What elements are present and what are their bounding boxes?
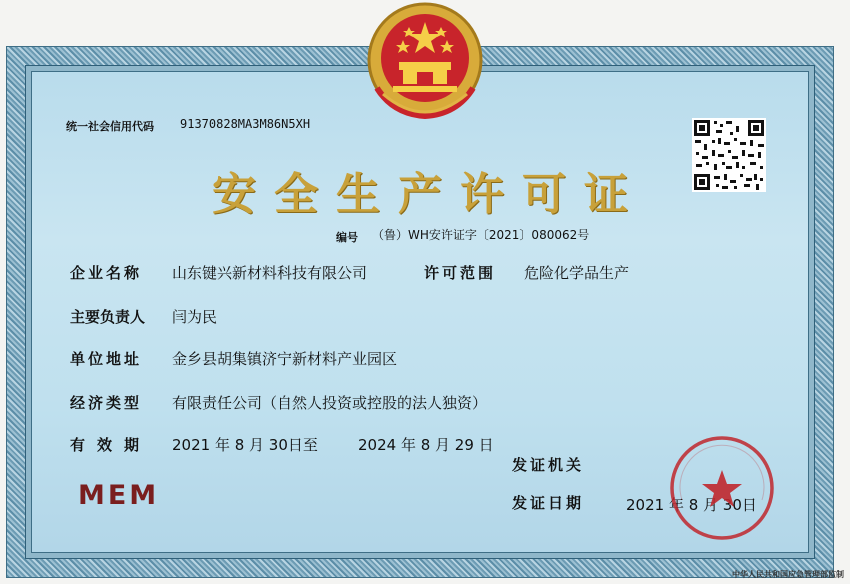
issue-date-value: 2021 年 8 月 30日: [626, 496, 757, 514]
scope-value: 危险化学品生产: [524, 264, 630, 282]
validity-to: 2024 年 8 月 29 日: [358, 436, 494, 454]
issuer-label: 发证机关: [512, 456, 585, 474]
certificate-title: 安全生产许可证: [212, 169, 646, 220]
validity-from: 2021 年 8 月 30日至: [172, 436, 318, 454]
validity-label: 有效期: [70, 436, 152, 454]
mem-logo: MEM: [78, 480, 160, 511]
company-value: 山东键兴新材料科技有限公司: [172, 264, 368, 282]
footer-supervisor-text: 中华人民共和国应急管理部监制: [732, 570, 844, 579]
national-emblem-icon: [363, 2, 487, 126]
credit-code-label: 统一社会信用代码: [66, 120, 154, 133]
scope-label: 许可范围: [424, 264, 497, 282]
economic-type-value: 有限责任公司（自然人投资或控股的法人独资）: [172, 394, 488, 412]
principal-label: 主要负责人: [70, 308, 146, 326]
qr-code-icon: [692, 118, 766, 192]
economic-type-label: 经济类型: [70, 394, 143, 412]
number-label: 编号: [336, 231, 358, 244]
certificate-number: （鲁）WH安许证字〔2021〕080062号: [372, 228, 590, 242]
principal-value: 闫为民: [172, 308, 218, 326]
issue-date-label: 发证日期: [512, 494, 585, 512]
credit-code-value: 91370828MA3M86N5XH: [180, 117, 311, 131]
address-label: 单位地址: [70, 350, 143, 368]
address-value: 金乡县胡集镇济宁新材料产业园区: [172, 350, 398, 368]
company-label: 企业名称: [70, 264, 143, 282]
official-seal-icon: [666, 432, 778, 544]
